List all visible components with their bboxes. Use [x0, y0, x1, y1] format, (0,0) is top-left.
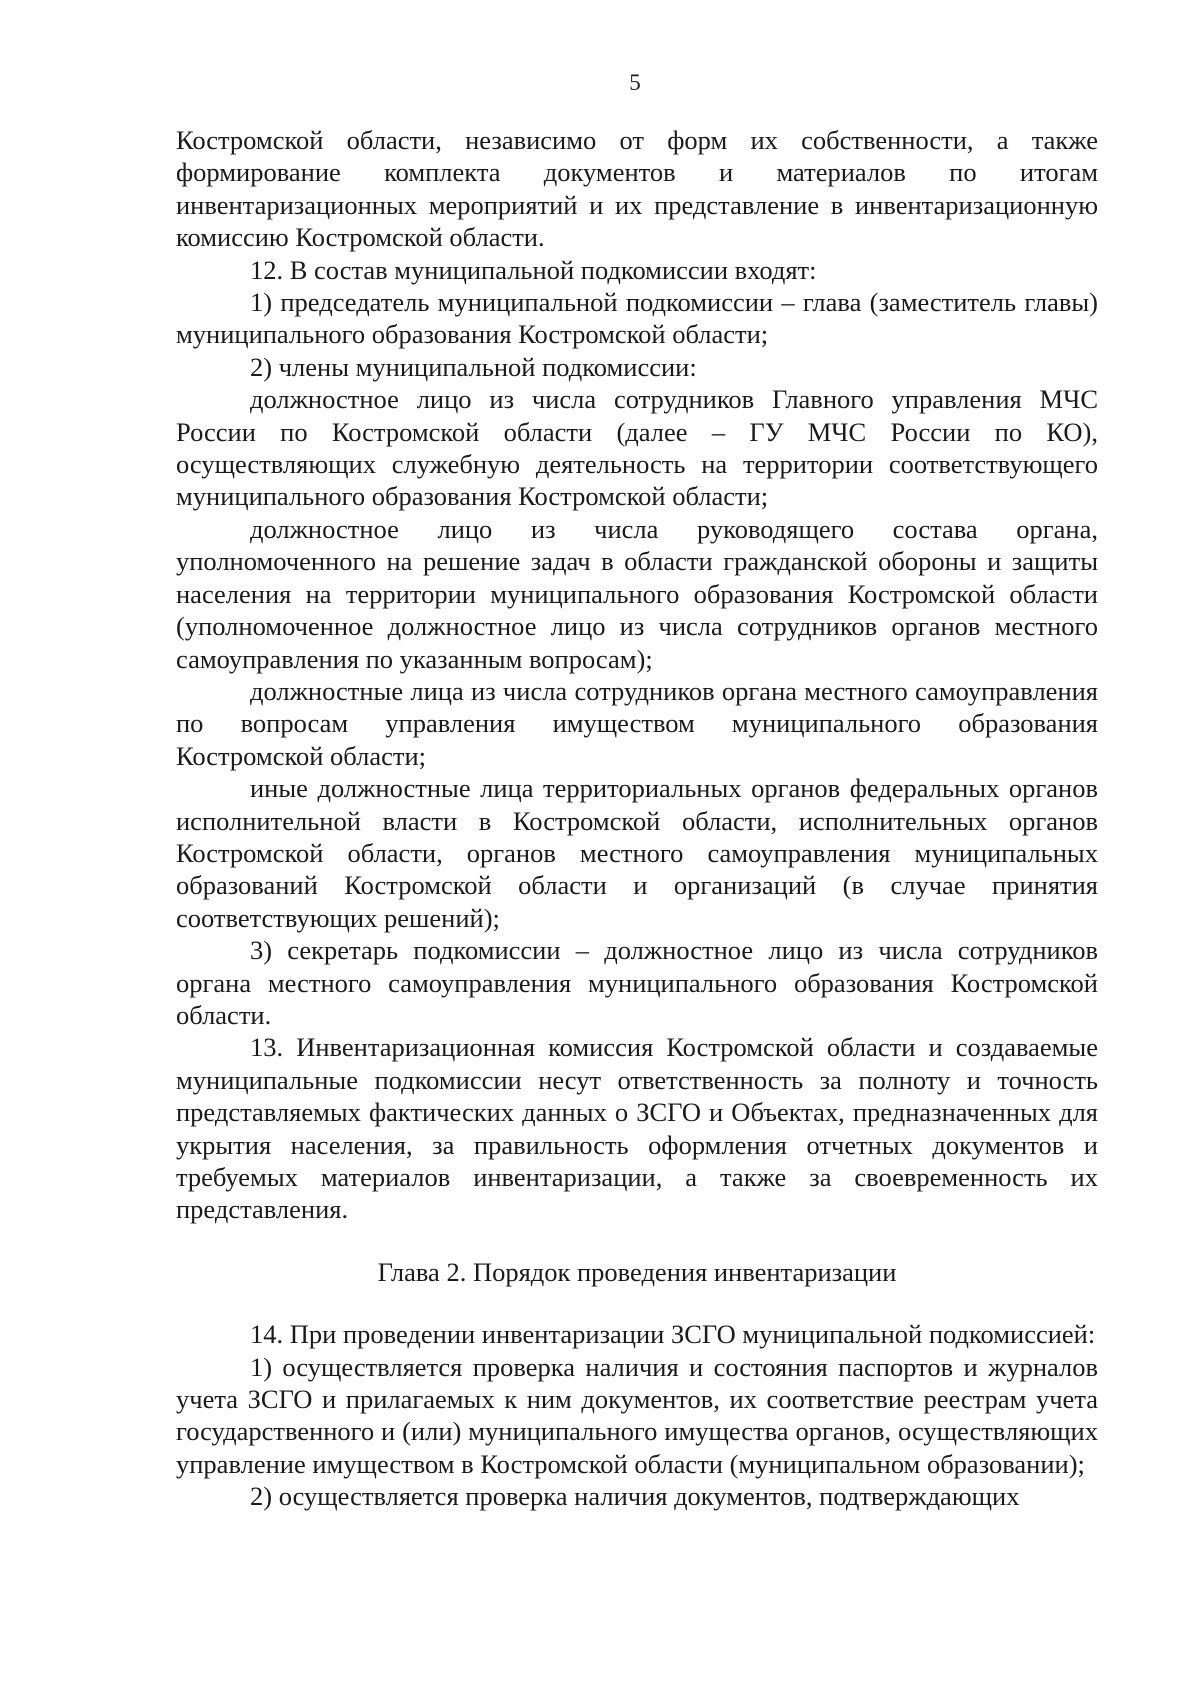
paragraph-chairman: 1) председатель муниципальной подкомиссии – глава (заместитель главы) муниципального образования Костромской области; — [176, 287, 1098, 350]
page-number: 5 — [629, 70, 641, 95]
paragraph-item-12: 12. В состав муниципальной подкомиссии входят: — [250, 254, 817, 285]
paragraph-item-14: 14. При проведении инвентаризации ЗСГО муниципальной подкомиссией: — [250, 1319, 1096, 1350]
paragraph-item-13: 13. Инвентаризационная комиссия Костромской области и создаваемые муниципальные подкомиссии несут ответственность за полноту и точность представляемых фактических данных о ЗСГО и Объектах, предназначенных для укрытия населения, за правильность оформления отчетных документов и требуемых материалов инвентаризации, а также за своевременность их представления. — [176, 1032, 1098, 1225]
paragraph-members: 2) члены муниципальной подкомиссии: — [250, 351, 697, 382]
paragraph-continuation: Костромской области, независимо от форм их собственности, а также формирование комплекта документов и материалов по итогам инвентаризационных мероприятий и их представление в инвентаризационную комиссию Костромской области. — [176, 125, 1098, 253]
paragraph-member-civil-defense: должностное лицо из числа руководящего состава органа, уполномоченного на решение задач в области гражданской обороны и защиты населения на территории муниципального образования Костромской области (уполномоченное должностное лицо из числа сотрудников органов местного самоуправления по указанным вопросам); — [176, 513, 1098, 674]
paragraph-check-documents: 2) осуществляется проверка наличия документов, подтверждающих — [250, 1481, 1020, 1512]
paragraph-secretary: 3) секретарь подкомиссии – должностное лицо из числа сотрудников органа местного самоуправления муниципального образования Костромской области. — [176, 935, 1098, 1030]
paragraph-member-mchs: должностное лицо из числа сотрудников Главного управления МЧС России по Костромской области (далее – ГУ МЧС России по КО), осуществляющих служебную деятельность на территории соответствующего муниципального образования Костромской области; — [176, 384, 1098, 512]
paragraph-member-other: иные должностные лица территориальных органов федеральных органов исполнительной власти в Костромской области, исполнительных органов Костромской области, органов местного самоуправления муниципальных образований Костромской области и организаций (в случае принятия соответствующих решений); — [176, 773, 1098, 933]
paragraph-member-property: должностные лица из числа сотрудников органа местного самоуправления по вопросам управления имуществом муниципального образования Костромской области; — [176, 675, 1098, 771]
chapter-heading: Глава 2. Порядок проведения инвентаризации — [377, 1256, 897, 1287]
paragraph-check-passports: 1) осуществляется проверка наличия и состояния паспортов и журналов учета ЗСГО и прилагаемых к ним документов, их соответствие реестрам учета государственного и (или) муниципального имущества органов, осуществляющих управление имуществом в Костромской области (муниципальном образовании); — [176, 1351, 1098, 1479]
document-body — [176, 124, 1098, 1513]
